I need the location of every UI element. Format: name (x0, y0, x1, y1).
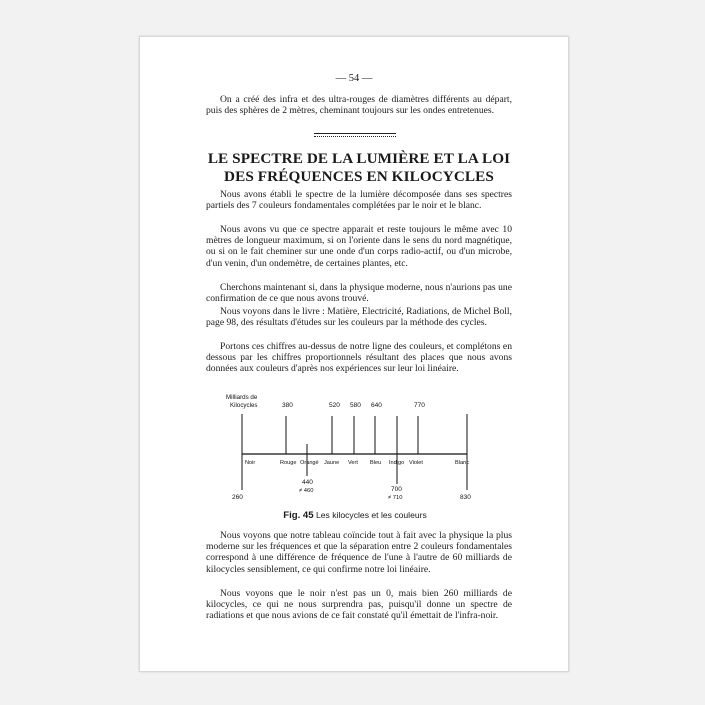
top-value-770: 770 (414, 402, 425, 409)
paragraph-spectrum: Nous avons établi le spectre de la lumière décomposée dans ses spectres partiels des 7 couleurs fondamentales complétées par le noir et le blanc. (206, 189, 512, 212)
paragraph-reference: Nous voyons dans le livre : Matière, Electricité, Radiations, de Michel Boll, page 98, des résultats d'études sur les couleurs par la méthode des cycles. (206, 306, 512, 329)
paragraph-observation: Nous avons vu que ce spectre apparait et reste toujours le même avec 10 mètres de longueur maximum, si on l'oriente dans le sens du nord magnétique, ou si on le fait cheminer sur une onde d'un corps radio-actif, ou d'un microbe, d'un venin, d'un ondemètre, de certaines plantes, etc. (206, 224, 512, 269)
bottom-value-orange-sub: ≠ 460 (299, 488, 314, 494)
paragraph-black: Nous voyons que le noir n'est pas un 0, mais bien 260 milliards de kilocycles, ce qui ne nous surprendra pas, puisqu'il donne un spectre de radiations et que nous avions de ce fait constaté qu'il émettait de l'infra-noir. (206, 588, 512, 622)
figure-caption-text: Les kilocycles et les couleurs (315, 510, 427, 520)
color-violet: Violet (409, 460, 423, 466)
kilocycle-diagram (220, 392, 490, 507)
axis-title-line1: Milliards de (226, 394, 258, 401)
color-blanc: Blanc (455, 460, 469, 466)
bottom-value-blanc: 830 (460, 494, 471, 501)
section-heading: LE SPECTRE DE LA LUMIÈRE ET LA LOI DES FRÉQUENCES EN KILOCYCLES (207, 150, 511, 185)
intro-paragraph: On a créé des infra et des ultra-rouges de diamètres différents au départ, puis des sphères de 2 mètres, cheminant toujours sur les ondes entretenues. (206, 94, 512, 117)
bottom-value-indigo-sub: ≠ 710 (388, 495, 403, 501)
paragraph-question: Cherchons maintenant si, dans la physique moderne, nous n'aurions pas une confirmation de ce que nous avons trouvé. (206, 282, 512, 305)
top-value-520: 520 (329, 402, 340, 409)
bottom-value-orange: 440 (302, 479, 313, 486)
top-value-580: 580 (350, 402, 361, 409)
color-bleu: Bleu (370, 460, 382, 466)
figure-number: Fig. 45 (283, 510, 314, 521)
top-value-380: 380 (282, 402, 293, 409)
page-number: — 54 — (335, 73, 373, 84)
color-vert: Vert (348, 460, 358, 466)
bottom-value-noir: 260 (232, 494, 243, 501)
axis-title-line2: Kilocycles (230, 402, 258, 409)
color-rouge: Rouge (280, 460, 297, 466)
figure-kilocycles (220, 392, 490, 521)
bottom-value-indigo: 700 (391, 486, 402, 493)
color-orange: Orangé (300, 460, 319, 466)
color-indigo: Indigo (389, 460, 405, 466)
book-page (139, 36, 569, 672)
paragraph-method: Portons ces chiffres au-dessus de notre ligne des couleurs, et complétons en dessous par les chiffres proportionnels résultant des places que nous avons données aux couleurs d'après nos expériences sur leur loi linéaire. (206, 341, 512, 375)
color-noir: Noir (245, 460, 256, 466)
color-jaune: Jaune (324, 460, 340, 466)
section-divider (314, 133, 396, 137)
figure-caption (220, 510, 490, 521)
top-value-640: 640 (371, 402, 382, 409)
paragraph-conclusion: Nous voyons que notre tableau coïncide tout à fait avec la physique la plus moderne sur les fréquences et que la séparation entre 2 couleurs fondamentales correspond à une différence de fréquence de l'une à l'autre de 60 milliards de kilocycles sensiblement, ce qui confirme notre loi linéaire. (206, 530, 512, 575)
